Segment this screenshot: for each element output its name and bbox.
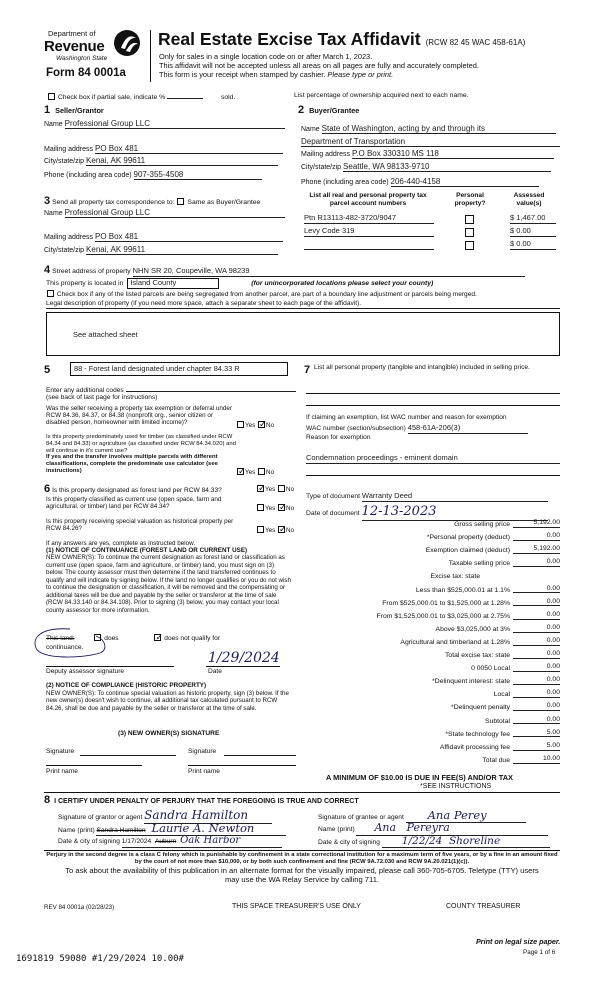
grantor-city-struck: Auburn [154, 838, 177, 845]
grantor-name-struck: Sandra Hamilton [96, 827, 146, 834]
seller-heading: Seller/Grantor [55, 106, 104, 115]
grantee-date-field[interactable]: 1/22/24 Shoreline [382, 835, 550, 848]
tax-row [300, 532, 560, 545]
buyer-phone-field[interactable]: 206-440-4158 [391, 177, 539, 187]
tax-row-value[interactable]: 0.00 [513, 689, 560, 698]
dept-line3: Washington State [56, 55, 108, 62]
section7-text: List all personal property (tangible and intangible) included in selling price. [314, 364, 530, 371]
doc-type-field[interactable]: Warranty Deed [362, 492, 548, 502]
timber-question-text: Is this property predominately used for timber (as classified under RCW 84.34 and 84.33) or agriculture (as classified under RCW 84.34.020) and will continue in it's current use? [46, 434, 236, 454]
print-name-label-1: Print name [46, 768, 78, 775]
assessor-date-line [206, 666, 280, 667]
header-divider [150, 30, 151, 82]
forest-question [44, 483, 296, 496]
grantor-date-field[interactable] [122, 835, 282, 848]
timber-no-label: No [266, 469, 275, 476]
minimum-due-note: A MINIMUM OF $10.00 IS DUE IN FEE(S) AND/OR TAX [326, 773, 513, 782]
grantor-sig-label: Signature of grantor or agent [58, 814, 143, 821]
grantee-name-row [318, 822, 560, 836]
parcel-number-field[interactable]: Ptn R13113-482-3720/9047 [304, 214, 434, 224]
grantor-signature[interactable]: Sandra Hamilton [144, 809, 272, 824]
timber-yes-checkbox[interactable] [237, 468, 244, 475]
doc-type-row [306, 492, 548, 502]
seller-mailing-field[interactable]: PO Box 481 [95, 144, 283, 154]
tax-row [300, 611, 560, 624]
county-note: (for unincorporated locations please select your county) [251, 280, 434, 287]
buyer-number: 2 [298, 104, 305, 116]
grantor-date-row [58, 835, 294, 848]
tax-row-value[interactable]: 5.00 [513, 742, 560, 751]
partial-sale-percent-field[interactable] [167, 98, 203, 99]
legal-label: Legal description of property (if you need more space, attach a separate sheet to each page of the affidavit). [46, 300, 560, 309]
located-in-row [46, 278, 562, 289]
forest-yes-checkbox[interactable] [257, 485, 264, 492]
tax-row-label: Less than $525,000.01 at 1.1% [415, 586, 510, 594]
grantor-name-handwritten: Laurie A. Newton [151, 821, 255, 835]
personal-property-checkbox[interactable] [465, 215, 474, 224]
tax-row [300, 571, 560, 584]
exemption-yes-no [236, 421, 274, 429]
partial-sale-checkbox[interactable] [48, 93, 55, 100]
grantor-name-label: Name (print) [58, 827, 95, 834]
forest-no-checkbox[interactable] [278, 485, 285, 492]
notice2-body: NEW OWNER(S): To continue special valuation as historic property, sign (3) below. If the new owner(s) doesn't wish to continue, all additional tax calculated pursuant to RCW 84.26, shall be due and payable by the seller or transferor at the time of sale. [46, 689, 289, 712]
see-back-note: (see back of last page for instructions) [46, 394, 158, 401]
section8-bottom-line [44, 850, 560, 851]
this-land-label: This land: [46, 635, 75, 642]
tax-row-label: Affidavit processing fee [439, 743, 510, 751]
exemption-yes-checkbox[interactable] [237, 421, 244, 428]
wac-row [306, 424, 528, 434]
assessed-value-field[interactable]: $ 0.00 [510, 240, 556, 250]
notice1-body: NEW OWNER(S): To continue the current designation as forest land or classification as current use (open space, farm and agriculture, or timber) land, you must sign on (3) below. The county assessor must then determine if the land transferred continues to qualify and will indicate by signing below. If the land no longer qualifies or you do not wish to continue the designation or classification, it will be removed and the compensating or additional taxes will be due and payable by the seller or transferor at the time of sale (RCW 84.33.140 or 84.34.108). Prior to signing (3) below, you may contact your local county assessor for more information. [46, 554, 291, 614]
forest-no-label: No [286, 486, 295, 493]
wac-field[interactable]: 458-61A-206(3) [408, 424, 528, 434]
form-title-ref: (RCW 82 45 WAC 458-61A) [425, 38, 526, 47]
tax-row-label: Local [493, 691, 510, 699]
timber-question-note: If yes and the transfer involves multiple parcels with different classifications, complete the predominate use calculator (see instructions) [46, 454, 218, 474]
exemption-question [46, 405, 292, 427]
tax-row-value[interactable]: 5,192.00 [513, 545, 560, 554]
tax-row [300, 650, 560, 663]
section7 [304, 364, 560, 376]
does-not-label: does not qualify for [164, 635, 220, 642]
buyer-heading: Buyer/Grantee [309, 106, 360, 115]
header-line1: Only for sales in a single location code on or after March 1, 2023. [159, 52, 373, 61]
tax-row-label: Total excise tax: state [445, 652, 510, 659]
section3-text: Send all property tax correspondence to: [52, 199, 175, 206]
grantee-name-label: Name (print) [318, 826, 355, 833]
current-use-no-label: No [286, 505, 295, 512]
section3-mailing-row [44, 232, 292, 242]
tax-row [300, 545, 560, 558]
tax-row-value[interactable]: 0.00 [513, 716, 560, 725]
parcels-col-header-3: Assessed value(s) [513, 192, 545, 207]
tax-row [300, 716, 560, 729]
assessor-sig-line [46, 666, 174, 667]
tax-row [300, 729, 560, 742]
grantee-date-label: Date & city of signing [318, 839, 380, 846]
forest-yes-no [256, 485, 294, 493]
grantee-name-field[interactable]: Ana Pereyra [356, 822, 548, 836]
new-owner-sig-label-1: Signature [46, 748, 75, 755]
notice2 [46, 682, 296, 712]
section8-top-line [44, 792, 560, 793]
assessor-date-label: Date [208, 668, 222, 675]
form-number: Form 84 0001a [46, 67, 126, 79]
tax-row-label: *State technology fee [445, 730, 510, 738]
buyer-name-field-1[interactable]: State of Washington, acting by and through its [322, 124, 556, 134]
notice1-heading: (1) NOTICE OF CONTINUANCE (FOREST LAND OR CURRENT USE) [46, 547, 248, 555]
section3-name-label: Name [44, 210, 63, 217]
tax-row-value[interactable]: 5,192.00 [513, 519, 560, 528]
tax-row-label: Exemption claimed (deduct) [425, 547, 510, 555]
seller-phone-label: Phone (including area code) [44, 172, 132, 179]
tax-row-value[interactable]: 0.00 [513, 611, 560, 620]
personal-property-line-2 [306, 405, 560, 406]
forest-yes-label: Yes [265, 486, 276, 493]
section3-city-row [44, 245, 292, 255]
new-owner-sig-field-1[interactable] [80, 748, 176, 756]
availability-notice: To ask about the availability of this publication in an alternate format for the visually impaired, please call 360-705-6705. Teletype (TTY) users may use the WA Relay Service by calling 711. [65, 866, 539, 884]
seller-phone-field[interactable]: 907-355-4508 [134, 170, 262, 180]
assessed-value-field[interactable]: $ 1,467.00 [510, 214, 556, 224]
tax-row-label: Subtotal [485, 717, 510, 725]
seller-name-field[interactable]: Professional Group LLC [65, 119, 285, 129]
buyer-mailing-field[interactable]: P.O Box 330310 MS 118 [352, 149, 554, 159]
does-label: does [104, 635, 119, 642]
notice3-heading: (3) NEW OWNER(S) SIGNATURE [118, 730, 220, 737]
tax-row-value[interactable]: 0.00 [513, 598, 560, 607]
if-any-yes: If any answers are yes, complete as instructed below. [46, 540, 196, 547]
tax-row-value[interactable]: 0.00 [513, 637, 560, 646]
buyer-name-label: Name [301, 126, 320, 133]
tax-row-label: Gross selling price [454, 521, 510, 528]
notice2-heading: (2) NOTICE OF COMPLIANCE (HISTORIC PROPERTY) [46, 682, 207, 689]
seller-mailing-row [44, 144, 288, 154]
partial-sale-label: Check box if partial sale, indicate % [57, 94, 166, 101]
section3 [44, 195, 292, 257]
parcels-table [300, 192, 560, 256]
current-use-yes-no [256, 504, 294, 512]
tax-row-label: From $1,525,000.01 to $3,025,000 at 2.75% [376, 612, 510, 620]
tax-row-value[interactable]: 0.00 [513, 532, 560, 541]
parcel-number-field[interactable] [304, 240, 434, 250]
section3-mailing-label: Mailing address [44, 234, 94, 241]
header-line2: This affidavit will not be accepted unless all areas on all pages are fully and accurately completed. [159, 61, 479, 70]
treasurer-use-only: THIS SPACE TREASURER'S USE ONLY [232, 903, 361, 910]
seller-name-label: Name [44, 121, 63, 128]
exemption-question-text: Was the seller receiving a property tax exemption or deferral under RCW 84.36, 84.37, or 84.38 (nonprofit org., senior citizen or disabled person, homeowner with limited income)? [46, 405, 232, 427]
property-address-field[interactable]: NHN SR 20, Coupeville, WA 98239 [133, 267, 525, 277]
tax-row [300, 663, 560, 676]
tax-row [300, 755, 560, 768]
county-select[interactable]: Island County [127, 278, 219, 289]
tax-row-label: *Delinquent penalty [451, 704, 510, 712]
header-line3-italic: Please type or print. [327, 70, 394, 79]
tax-row [300, 742, 560, 755]
parcel-row [304, 240, 560, 252]
buyer-city-label: City/state/zip [301, 164, 342, 171]
grantee-date-row [318, 835, 560, 848]
doc-date-label: Date of document [306, 510, 360, 517]
buyer-mailing-row [301, 149, 560, 159]
reason-line-2 [306, 475, 560, 476]
dor-swirl-icon [112, 28, 142, 58]
tax-row-value[interactable]: 0.00 [513, 663, 560, 672]
dept-line2: Revenue [44, 38, 105, 55]
tax-table [300, 519, 560, 769]
seller-mailing-label: Mailing address [44, 146, 94, 153]
section3-heading-row [44, 195, 292, 208]
tax-row [300, 637, 560, 650]
ownership-note: List percentage of ownership acquired next to each name. [294, 92, 469, 99]
buyer-name-field-2[interactable]: Department of Transportation [301, 137, 560, 147]
section4-address-row [44, 264, 560, 277]
exemption-no-label: No [266, 422, 275, 429]
buyer-phone-row [301, 177, 560, 187]
tax-row-value[interactable]: 0.00 [513, 676, 560, 685]
tax-row-value[interactable]: 0.00 [513, 585, 560, 594]
current-use-question-text: Is this property classified as current use (open space, farm and agricultural, or timber) land per RCW 84.34? [46, 496, 222, 511]
historic-question-text: Is this property receiving special valuation as historical property per RCW 84.26? [46, 518, 234, 533]
segregated-label: Check box if any of the listed parcels are being segregated from another parcel, are part of a boundary line adjustment or parcels being merged. [56, 291, 477, 298]
current-use-yes-label: Yes [265, 505, 276, 512]
seller-city-label: City/state/zip [44, 158, 85, 165]
exemption-claim-text: If claiming an exemption, list WAC number and reason for exemption [306, 414, 507, 421]
section3-number: 3 [44, 195, 51, 207]
doc-date-field[interactable]: 12-13-2023 [362, 505, 548, 521]
tax-row [300, 585, 560, 598]
segregated-row [46, 290, 562, 299]
partial-sale-sold: sold. [220, 94, 236, 101]
dept-line1: Department of [48, 29, 96, 38]
tax-row-label: Taxable selling price [448, 560, 510, 568]
section3-city-field[interactable]: Kenai, AK 99611 [86, 245, 278, 255]
seller-city-row [44, 156, 288, 166]
tax-row-value[interactable]: 0.00 [513, 558, 560, 567]
buyer-city-row [301, 162, 560, 172]
form-title: Real Estate Excise Tax Affidavit [158, 29, 421, 49]
print-name-label-2: Print name [188, 768, 220, 775]
print-legal-note: Print on legal size paper. [476, 937, 561, 946]
dor-logo [40, 27, 145, 83]
current-use-question [46, 496, 296, 515]
parcel-row [304, 214, 560, 226]
historic-yes-label: Yes [265, 527, 276, 534]
tax-row-label: 0 0050 Local [471, 665, 510, 673]
print-name-line-1 [46, 765, 142, 766]
seller-city-field[interactable]: Kenai, AK 99611 [86, 156, 278, 166]
timber-yes-no [236, 468, 274, 476]
form-title-row [158, 29, 525, 49]
located-in-label: This property is located in [46, 280, 124, 287]
print-name-line-2 [188, 765, 296, 766]
tax-row [300, 519, 560, 532]
section4-number: 4 [44, 264, 51, 276]
rev-number: REV 84 0001a (02/28/23) [44, 904, 115, 911]
section3-city-label: City/state/zip [44, 247, 85, 254]
seller-section [44, 104, 288, 188]
tax-row-label: Total due [482, 756, 510, 764]
grantor-city-handwritten: Oak Harbor [180, 835, 241, 846]
tax-row-label: Above $3,025,000 at 3% [435, 625, 510, 633]
same-as-buyer-checkbox[interactable] [177, 198, 184, 205]
tax-row [300, 689, 560, 702]
buyer-mailing-label: Mailing address [301, 151, 351, 158]
tax-row-value[interactable]: 0.00 [513, 702, 560, 711]
doc-type-label: Type of document [306, 493, 361, 500]
tax-row [300, 676, 560, 689]
tax-row-value[interactable]: 0.00 [513, 650, 560, 659]
partial-sale-row [47, 93, 235, 102]
timber-no-checkbox[interactable] [258, 468, 265, 475]
seller-name-row [44, 119, 288, 129]
tax-row-label: Agricultural and timberland at 1.28% [400, 638, 510, 646]
does-not-qualify-checkbox[interactable] [154, 634, 161, 641]
grantor-date-value: 1/17/2024 [121, 838, 152, 845]
personal-property-line-1 [306, 393, 560, 394]
forest-question-text: Is this property designated as forest land per RCW 84.33? [52, 487, 222, 494]
exemption-yes-label: Yes [245, 422, 256, 429]
tax-row-label: From $525,000.01 to $1,525,000 at 1.28% [382, 599, 510, 607]
grantor-date-label: Date & city of signing [58, 838, 120, 845]
tax-row [300, 702, 560, 715]
buyer-name-row [301, 124, 560, 134]
additional-codes-label: Enter any additional codes [46, 387, 124, 394]
segregated-checkbox[interactable] [47, 290, 54, 297]
grantee-signature[interactable]: Ana Perey [406, 809, 526, 823]
timber-question [46, 434, 292, 475]
hand-drawn-circle [30, 626, 110, 662]
recording-stamp: 1691819 59080 #1/29/2024 10.00# [16, 954, 184, 964]
assessed-value-field[interactable]: $ 0.00 [510, 227, 556, 237]
legal-description-text: See attached sheet [73, 330, 138, 339]
wac-label: WAC number (section/subsection) [306, 425, 406, 432]
section3-name-row [44, 208, 292, 218]
tax-row-label: *Delinquent interest: state [432, 678, 510, 686]
section8-heading-row [44, 794, 359, 807]
historic-yes-checkbox[interactable] [257, 526, 264, 533]
tax-row [300, 598, 560, 611]
parcels-col-header-2: Personal property? [454, 192, 486, 207]
tax-row-label: *Personal property (deduct) [426, 534, 510, 542]
additional-codes-field[interactable] [126, 385, 296, 392]
personal-property-checkbox[interactable] [465, 241, 474, 250]
current-use-no-checkbox[interactable] [278, 504, 285, 511]
assessor-sig-label: Deputy assessor signature [46, 668, 125, 675]
historic-question [46, 518, 296, 538]
tax-row-value[interactable]: 10.00 [513, 755, 560, 764]
section7-number: 7 [304, 364, 311, 376]
seller-phone-row [44, 170, 288, 180]
section3-mailing-field[interactable]: PO Box 481 [95, 232, 283, 242]
historic-yes-no [256, 526, 294, 534]
new-owner-sig-field-2[interactable] [224, 748, 296, 756]
historic-no-checkbox[interactable] [278, 526, 285, 533]
tax-row [300, 558, 560, 571]
header-line3-row [159, 71, 393, 80]
page-number: Page 1 of 6 [523, 949, 556, 956]
parcel-number-field[interactable]: Levy Code 319 [304, 227, 434, 237]
exemption-no-checkbox[interactable] [258, 421, 265, 428]
same-as-buyer-label: Same as Buyer/Grantee [187, 199, 261, 206]
reason-label: Reason for exemption [306, 434, 371, 441]
section8-heading: I CERTIFY UNDER PENALTY OF PERJURY THAT THE FOREGOING IS TRUE AND CORRECT [54, 798, 359, 805]
buyer-phone-label: Phone (including area code) [301, 179, 389, 186]
assessor-date-handwritten: 1/29/2024 [208, 650, 280, 666]
tax-row-value[interactable]: 0.00 [513, 624, 560, 633]
land-use-code-select[interactable]: 88 - Forest land designated under chapter 84.33 R [70, 362, 288, 376]
historic-no-label: No [286, 527, 295, 534]
section6-number: 6 [44, 483, 51, 495]
legal-description-box[interactable] [46, 312, 560, 356]
buyer-city-field[interactable]: Seattle, WA 98133-9710 [343, 162, 551, 172]
personal-property-checkbox[interactable] [465, 228, 474, 237]
tax-row-label: Excise tax: state [430, 573, 480, 581]
new-owner-sig-label-2: Signature [188, 748, 217, 755]
section5-number: 5 [44, 364, 51, 376]
seller-number: 1 [44, 104, 51, 116]
parcels-col-header-1: List all real and personal property tax parcel account numbers [309, 192, 427, 207]
reason-field[interactable]: Condemnation proceedings - eminent domain [306, 454, 560, 464]
section4-address-label: Street address of property [52, 268, 131, 275]
tax-row-value[interactable]: 5.00 [513, 729, 560, 738]
county-treasurer: COUNTY TREASURER [446, 903, 521, 910]
continuance-label: continuance. [46, 644, 84, 651]
section8-number: 8 [44, 794, 51, 806]
tax-row [300, 624, 560, 637]
buyer-section [298, 104, 560, 188]
grantee-sig-label: Signature of grantee or agent [318, 814, 404, 821]
section3-name-field[interactable]: Professional Group LLC [65, 208, 285, 218]
perjury-notice: Perjury in the second degree is a class C felony which is punishable by confinement in a state correctional institution for a maximum term of five years, or by a fine in an amount fixed by the court of not more than $10,000, or by both such confinement and fine (RCW 9A.72.030 and RCW 9A.20.021(1)(c)). [46, 852, 558, 866]
see-instructions-note: *SEE INSTRUCTIONS [420, 783, 492, 790]
header-line3: This form is your receipt when stamped by cashier. [159, 70, 326, 79]
parcel-row [304, 227, 560, 239]
current-use-yes-checkbox[interactable] [257, 504, 264, 511]
timber-yes-label: Yes [245, 469, 256, 476]
section6 [44, 483, 296, 614]
